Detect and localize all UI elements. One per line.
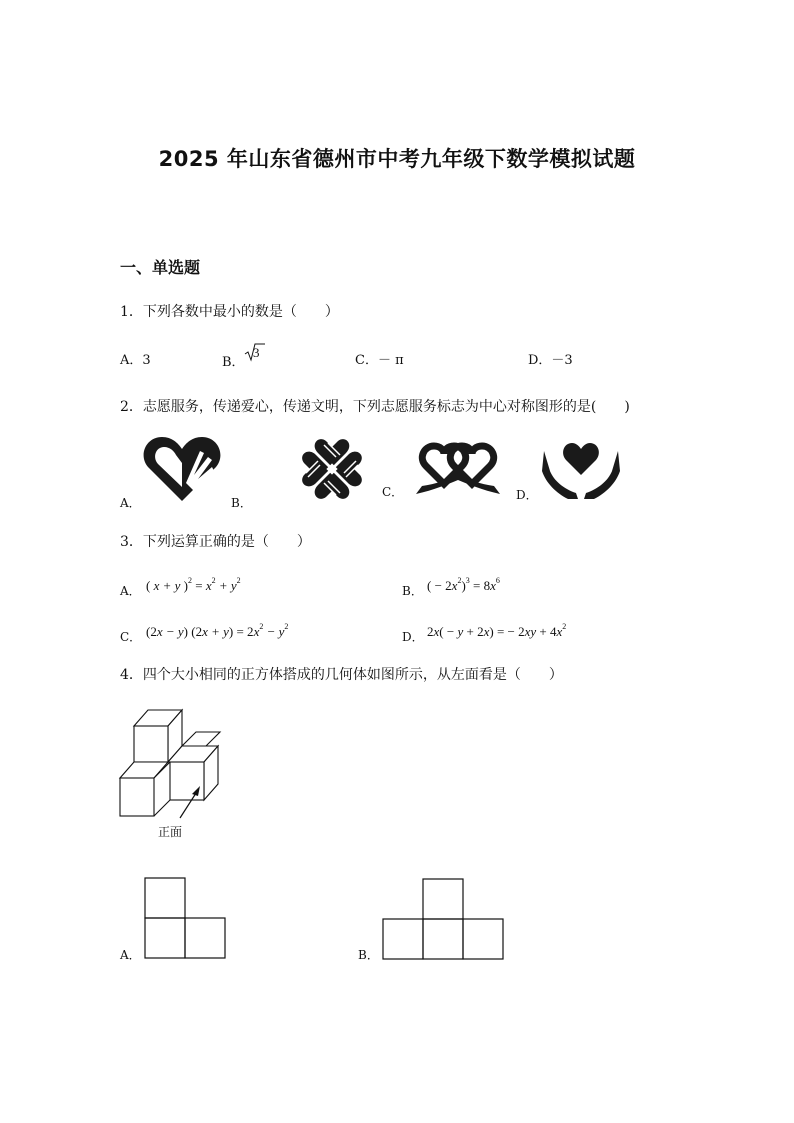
- q2-option-b-label: B．: [231, 496, 252, 510]
- q3-option-c-expression: (2x − y) $(2x + y) = 2x^2 - y^2$: [146, 622, 289, 639]
- q4-option-b-figure: [382, 878, 504, 960]
- q1-option-b: [222, 351, 245, 370]
- q2-option-c-label: C．: [382, 485, 404, 499]
- q3-option-b-expression: ( − $2x^2)^3 = 8x^6$: [427, 576, 500, 593]
- question-3-stem: 3．下列运算正确的是（ ）: [120, 534, 311, 550]
- section-heading: 一、单选题: [120, 258, 201, 277]
- q3-option-a-label: A．: [120, 584, 141, 598]
- q1-option-a: A．3: [120, 353, 151, 368]
- q4-option-a-figure: [144, 877, 226, 959]
- cube-stack-figure: [118, 708, 224, 820]
- q3-option-b-label: B．: [402, 584, 423, 598]
- q3-option-a-expression: ( x + y )$^2 = x^2 + y^2$: [146, 576, 241, 593]
- q2-option-d-label: D．: [516, 488, 538, 502]
- question-2-stem: 2．志愿服务，传递爱心，传递文明，下列志愿服务标志为中心对称图形的是( ): [120, 399, 630, 415]
- question-4-stem: 4．四个大小相同的正方体搭成的几何体如图所示，从左面看是（ ）: [120, 667, 563, 683]
- q4-option-b-label: B．: [358, 948, 379, 962]
- q1-option-b-radicand: 3: [253, 345, 260, 360]
- q4-option-a-label: A．: [120, 948, 141, 962]
- clover-icon: [296, 433, 368, 505]
- heart-hand-icon: [142, 433, 222, 505]
- page-title: 2025 年山东省德州市中考九年级下数学模拟试题: [158, 147, 636, 171]
- q3-option-d-expression: 2x( − y + 2x) = − $2xy + 4x^2$: [427, 622, 567, 639]
- front-view-label: 正面: [158, 825, 183, 839]
- q1-option-d: D．－3: [528, 353, 573, 368]
- linked-hearts-icon: [414, 440, 502, 500]
- hands-heart-icon: [540, 437, 622, 501]
- question-1-stem: 1．下列各数中最小的数是（ ）: [120, 304, 339, 320]
- q3-option-c-label: C．: [120, 630, 142, 644]
- q1-option-c: C．－ π: [355, 353, 404, 368]
- q1-option-b-label: B．: [222, 355, 245, 370]
- q2-option-a-label: A．: [120, 496, 141, 510]
- q3-option-d-label: D．: [402, 630, 424, 644]
